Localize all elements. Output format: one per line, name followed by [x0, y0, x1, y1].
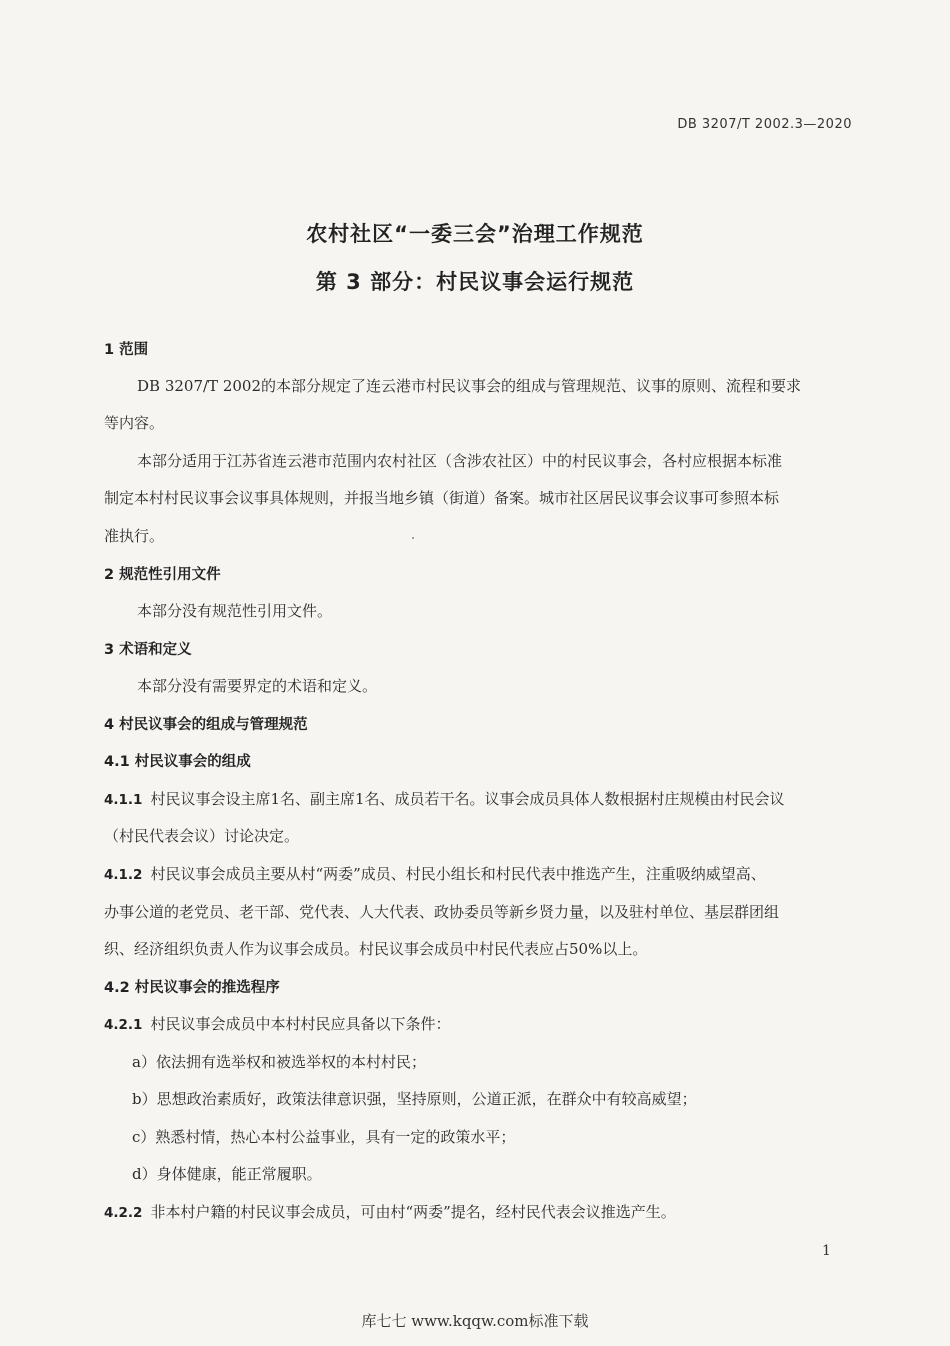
- section-1-para2-line1: 本部分适用于江苏省连云港市范围内农村社区（含涉农社区）中的村民议事会，各村应根据本标准: [137, 452, 783, 470]
- document-subtitle: 第 3 部分：村民议事会运行规范: [315, 270, 635, 294]
- clause-4-2-1: [104, 1013, 450, 1034]
- scan-speck: [412, 537, 414, 539]
- clause-4-1-2-line3: 织、经济组织负责人作为议事会成员。村民议事会成员中村民代表应占50%以上。: [104, 940, 648, 958]
- list-item-d: d）身体健康，能正常履职。: [132, 1165, 322, 1183]
- section-2-heading: 2 规范性引用文件: [104, 567, 221, 583]
- list-item-c: c）熟悉村情，热心本村公益事业，具有一定的政策水平；: [132, 1128, 516, 1146]
- document-title: 农村社区“一委三会”治理工作规范: [306, 222, 644, 246]
- clause-4-1-1-line2: （村民代表会议）讨论决定。: [104, 827, 300, 845]
- standard-code: DB 3207/T 2002.3—2020: [677, 117, 852, 132]
- section-1-para1-line1: DB 3207/T 2002的本部分规定了连云港市村民议事会的组成与管理规范、议事的原则、流程和要求: [137, 377, 801, 395]
- section-1-para1-line2: 等内容。: [104, 414, 165, 432]
- clause-number: 4.2.2: [104, 1205, 143, 1221]
- section-3-heading: 3 术语和定义: [104, 642, 192, 658]
- clause-text: 村民议事会成员主要从村“两委”成员、村民小组长和村民代表中推选产生，注重吸纳威望高、: [150, 865, 766, 883]
- clause-text: 村民议事会成员中本村村民应具备以下条件：: [150, 1015, 451, 1033]
- section-1-para2-line2: 制定本村村民议事会议事具体规则，并报当地乡镇（街道）备案。城市社区居民议事会议事可参照本标: [104, 489, 780, 507]
- section-1-heading: 1 范围: [104, 342, 149, 358]
- clause-4-1-2-line1: [104, 863, 766, 884]
- section-2-para: 本部分没有规范性引用文件。: [137, 602, 333, 620]
- section-4-1-heading: 4.1 村民议事会的组成: [104, 754, 251, 770]
- clause-4-2-2: [104, 1201, 676, 1222]
- clause-text: 非本村户籍的村民议事会成员，可由村“两委”提名，经村民代表会议推选产生。: [150, 1203, 676, 1221]
- section-1-para2-line3: 准执行。: [104, 527, 165, 545]
- clause-4-1-2-line2: 办事公道的老党员、老干部、党代表、人大代表、政协委员等新乡贤力量，以及驻村单位、基层群团组: [104, 903, 780, 921]
- clause-4-1-1-line1: [104, 788, 785, 809]
- clause-number: 4.1.2: [104, 867, 143, 883]
- clause-text: 村民议事会设主席1名、副主席1名、成员若干名。议事会成员具体人数根据村庄规模由村民会议: [150, 790, 785, 808]
- list-item-a: a）依法拥有选举权和被选举权的本村村民；: [132, 1053, 426, 1071]
- page-number: 1: [822, 1243, 831, 1259]
- clause-number: 4.2.1: [104, 1017, 143, 1033]
- section-4-heading: 4 村民议事会的组成与管理规范: [104, 717, 308, 733]
- watermark-footer: 库七七 www.kqqw.com标准下载: [361, 1312, 589, 1330]
- section-4-2-heading: 4.2 村民议事会的推选程序: [104, 980, 280, 996]
- list-item-b: b）思想政治素质好，政策法律意识强，坚持原则，公道正派，在群众中有较高威望；: [132, 1090, 697, 1108]
- clause-number: 4.1.1: [104, 792, 143, 808]
- section-3-para: 本部分没有需要界定的术语和定义。: [137, 677, 378, 695]
